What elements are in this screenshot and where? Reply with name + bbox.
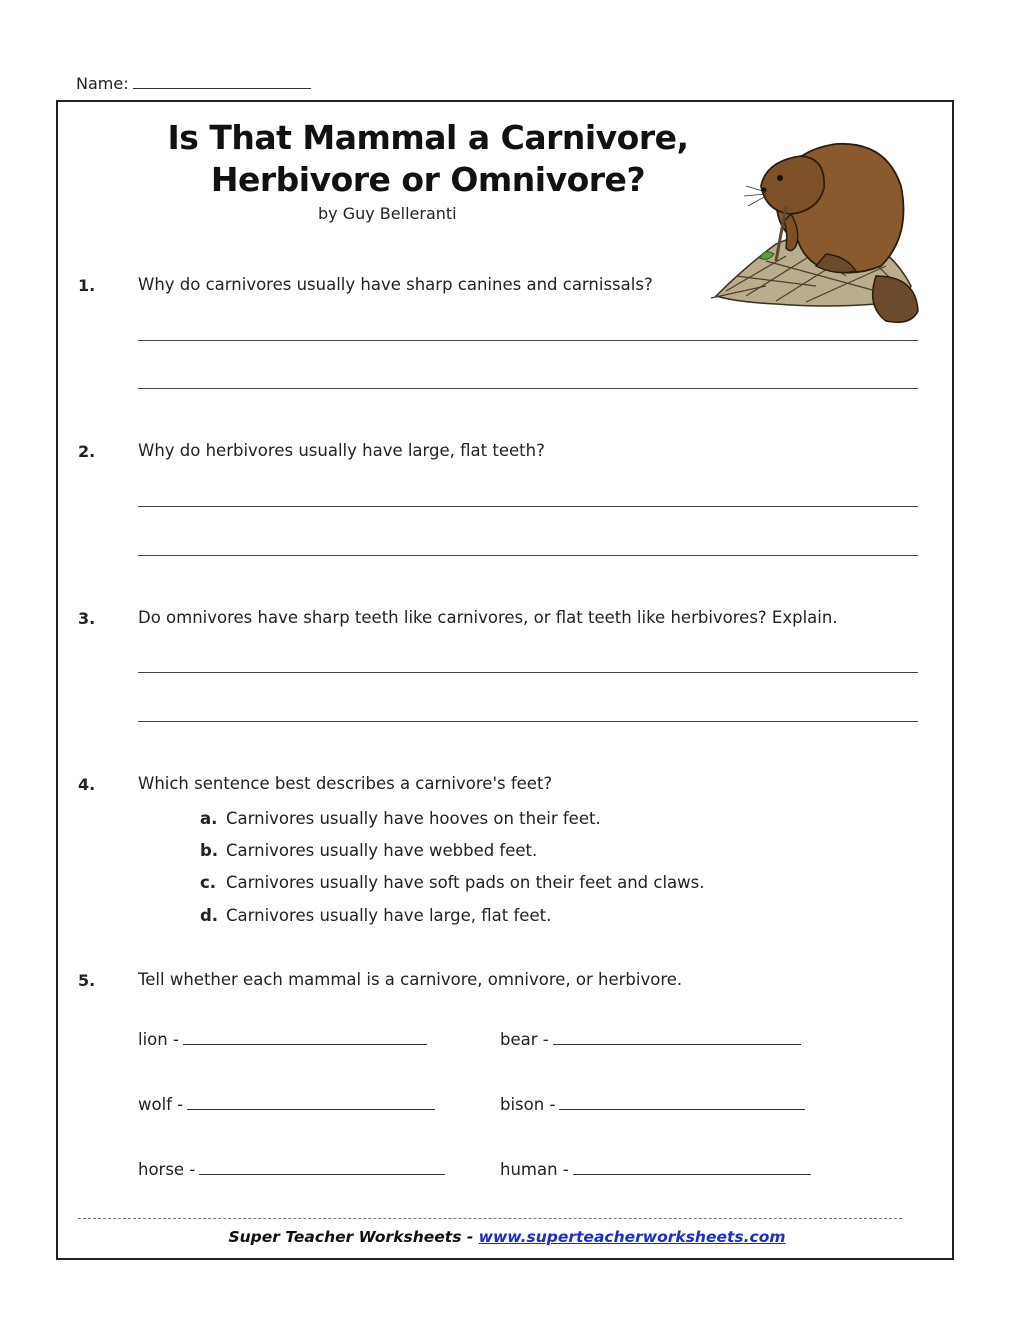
worksheet-frame [56,100,954,1260]
question-2-text: Why do herbivores usually have large, flat teeth? [138,441,545,460]
question-3-number: 3. [78,609,96,628]
name-blank[interactable] [133,74,311,89]
question-4-number: 4. [78,775,96,794]
answer-line[interactable] [138,388,918,389]
answer-line[interactable] [138,721,918,722]
option-text: Carnivores usually have large, flat feet. [226,906,552,925]
option-letter: a. [200,809,218,828]
mammal-bison [500,1093,805,1114]
title-line-1: Is That Mammal a Carnivore, [167,118,689,157]
option-c[interactable] [200,873,705,892]
option-letter: c. [200,873,217,892]
mammal-label: wolf - [138,1095,184,1114]
option-text: Carnivores usually have hooves on their feet. [226,809,601,828]
mammal-answer-blank[interactable] [199,1158,445,1175]
mammal-label: human - [500,1160,569,1179]
footer-link[interactable]: www.superteacherworksheets.com [478,1228,786,1246]
beaver-illustration [706,126,926,326]
option-b[interactable] [200,841,537,860]
mammal-horse [138,1158,445,1179]
mammal-label: lion - [138,1030,179,1049]
option-letter: d. [200,906,219,925]
question-3-text: Do omnivores have sharp teeth like carnivores, or flat teeth like herbivores? Explain. [138,608,838,627]
mammal-answer-blank[interactable] [559,1093,805,1110]
question-1-text: Why do carnivores usually have sharp canines and carnissals? [138,275,653,294]
question-1-number: 1. [78,276,96,295]
mammal-answer-blank[interactable] [187,1093,435,1110]
question-5-number: 5. [78,971,96,990]
footer-brand: Super Teacher Worksheets - [228,1228,479,1246]
mammal-answer-blank[interactable] [553,1028,801,1045]
mammal-label: horse - [138,1160,196,1179]
name-field [76,74,311,93]
option-letter: b. [200,841,219,860]
mammal-wolf [138,1093,435,1114]
mammal-lion [138,1028,427,1049]
option-text: Carnivores usually have soft pads on their feet and claws. [226,873,705,892]
answer-line[interactable] [138,340,918,341]
mammal-answer-blank[interactable] [183,1028,427,1045]
mammal-label: bear - [500,1030,549,1049]
answer-line[interactable] [138,555,918,556]
option-d[interactable] [200,906,551,925]
question-5-text: Tell whether each mammal is a carnivore, omnivore, or herbivore. [138,970,683,989]
question-4-text: Which sentence best describes a carnivore's feet? [138,774,553,793]
option-a[interactable] [200,809,601,828]
answer-line[interactable] [138,672,918,673]
footer-divider [78,1218,902,1219]
mammal-bear [500,1028,801,1049]
mammal-answer-blank[interactable] [573,1158,811,1175]
mammal-label: bison - [500,1095,556,1114]
answer-line[interactable] [138,506,918,507]
question-2-number: 2. [78,442,96,461]
footer [58,1228,956,1246]
mammal-human [500,1158,811,1179]
option-text: Carnivores usually have webbed feet. [226,841,538,860]
title-line-2: Herbivore or Omnivore? [210,160,646,199]
name-label: Name: [76,74,129,93]
byline: by Guy Belleranti [318,204,457,223]
